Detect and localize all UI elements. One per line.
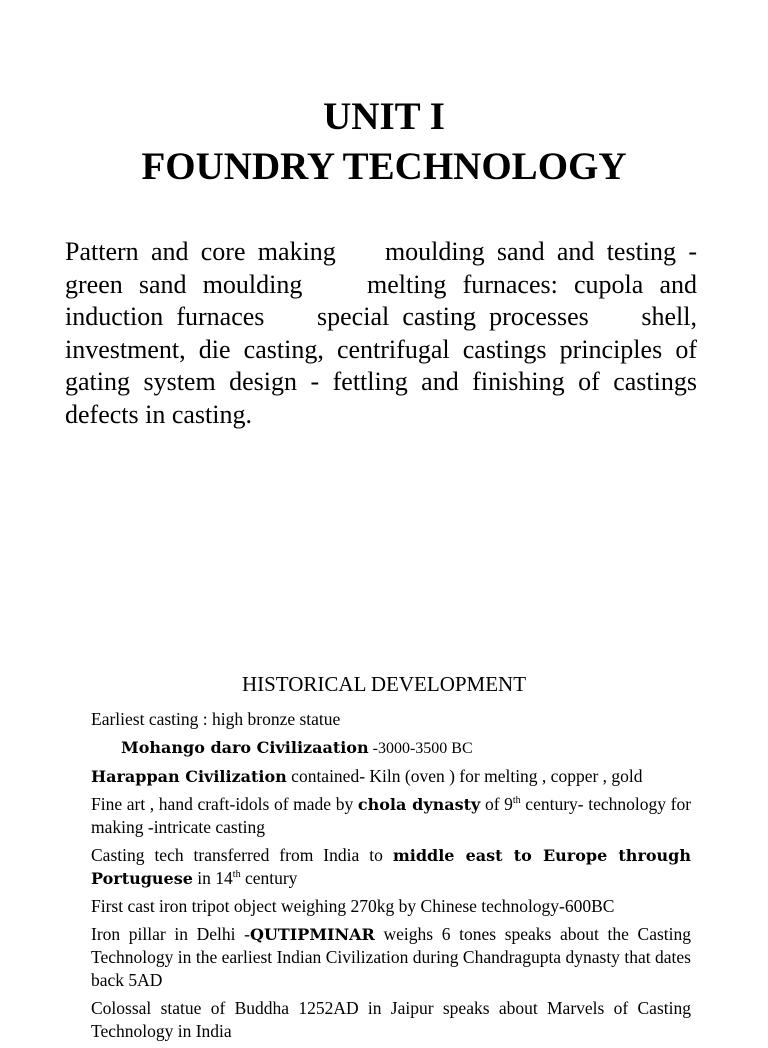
history-list [91,708,691,1048]
section-heading: HISTORICAL DEVELOPMENT [241,672,527,696]
history-item: Casting tech transferred from India to middle east to Europe through Portuguese in 14th century [91,845,691,888]
history-item: Harappan Civilization contained- Kiln (oven ) for melting , copper , gold [91,766,643,786]
title-block [0,92,768,192]
history-item: Earliest casting : high bronze statue [91,709,341,729]
history-item: First cast iron tripot object weighing 270kg by Chinese technology-600BC [91,896,615,916]
history-item: Iron pillar in Delhi -QUTIPMINAR weighs 6 tones speaks about the Casting Technology in the earliest Indian Civilization during Chandragupta dynasty that dates back 5AD [91,924,692,990]
history-item: Mohango daro Civilizaation -3000-3500 BC [121,738,473,757]
unit-title: UNIT I [323,95,445,138]
subject-title: FOUNDRY TECHNOLOGY [141,145,627,188]
syllabus-paragraph: Pattern and core making moulding sand and testing - green sand moulding melting furnaces: cupola and induction furnaces special casting processes shell, investment, die casting, centrifugal castings principles of gating system design - fettling and finishing of castings defects in casting. [65,237,704,429]
history-item: Fine art , hand craft-idols of made by chola dynasty of 9th century- technology for making -intricate casting [91,794,692,837]
history-item: Colossal statue of Buddha 1252AD in Jaipur speaks about Marvels of Casting Technology in India [91,998,691,1041]
